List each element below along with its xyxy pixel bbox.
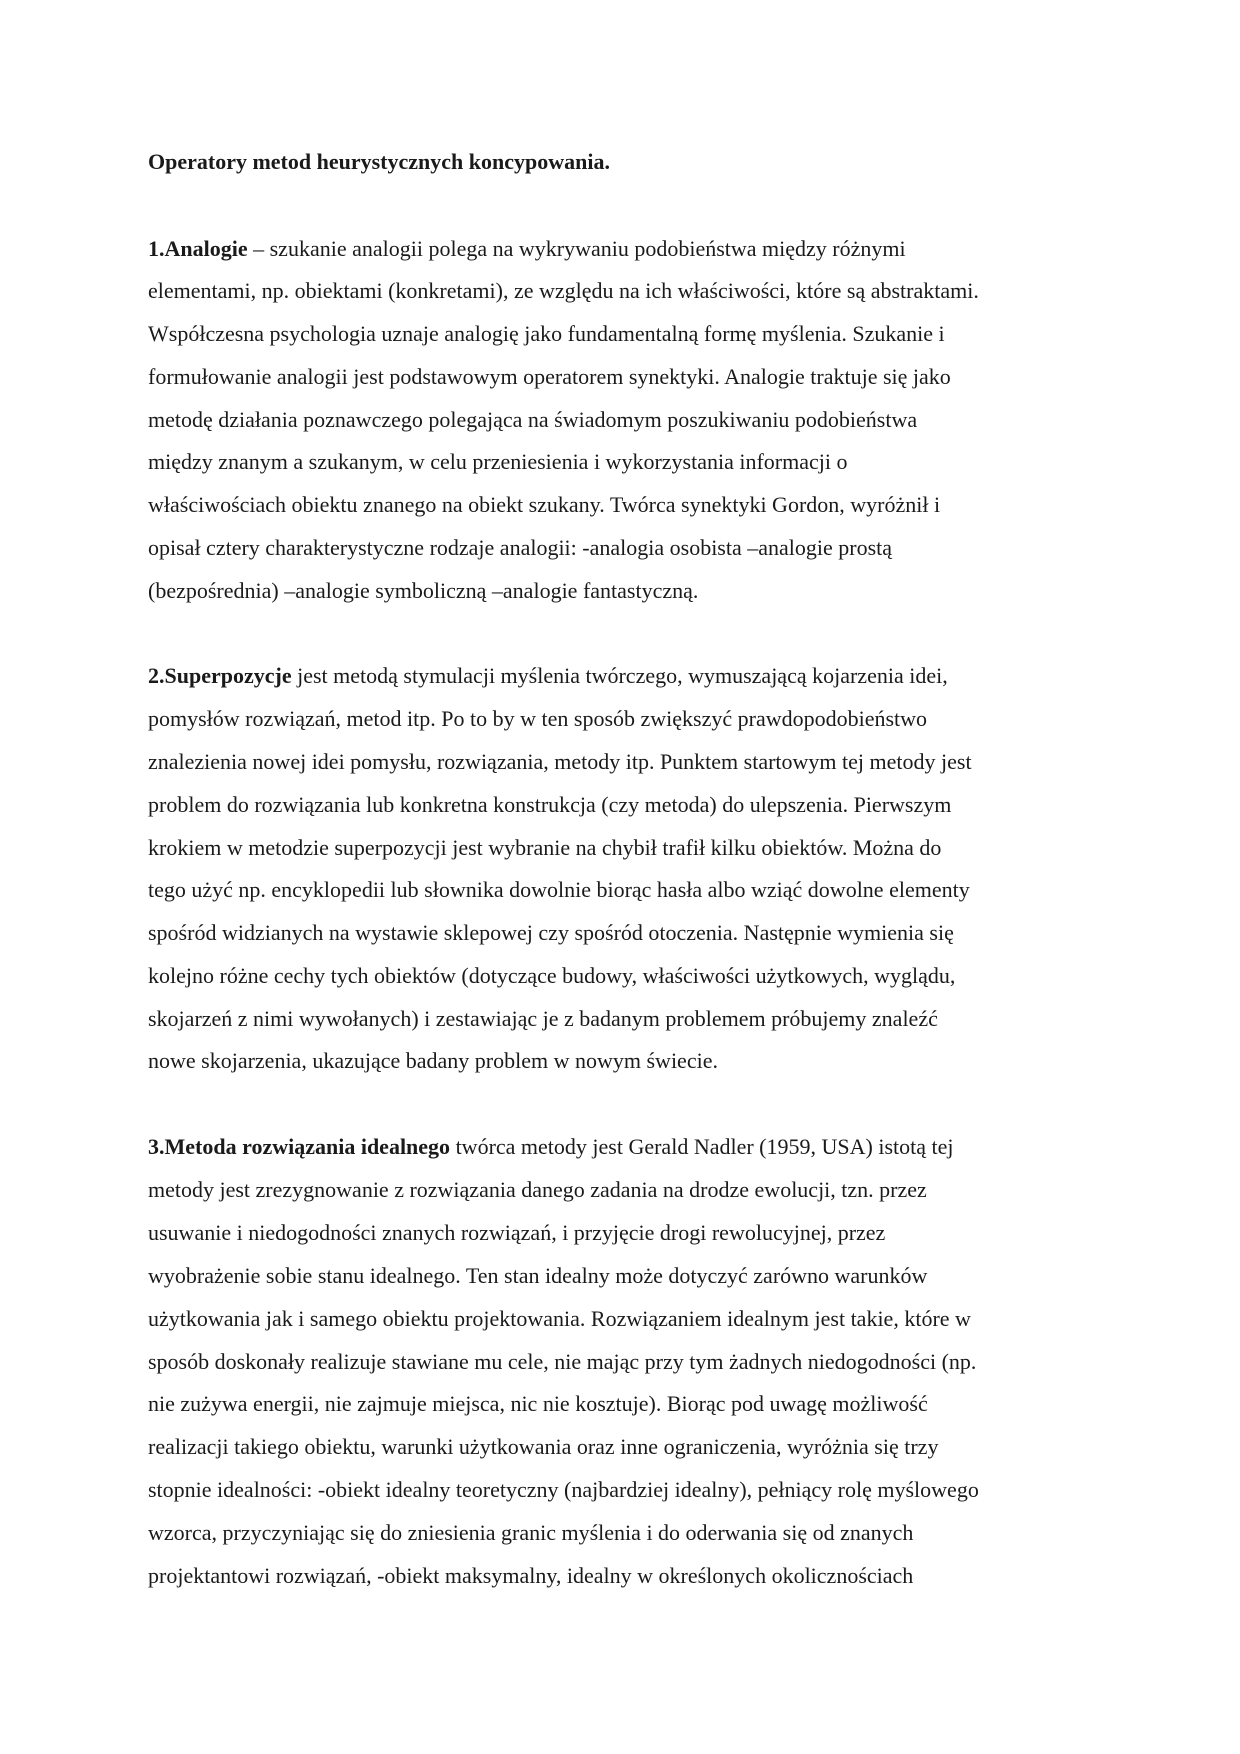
section-2-line-1: [148, 661, 948, 691]
section-2-line-6: tego użyć np. encyklopedii lub słownika dowolnie biorąc hasła albo wziąć dowolne elementy: [148, 877, 970, 902]
section-3-line-4: wyobrażenie sobie stanu idealnego. Ten stan idealny może dotyczyć zarówno warunków: [148, 1263, 928, 1288]
section-3-heading: 3.Metoda rozwiązania idealnego: [148, 1134, 451, 1159]
section-1-line-3: Współczesna psychologia uznaje analogię jako fundamentalną formę myślenia. Szukanie i: [148, 321, 945, 346]
section-2-line-5: krokiem w metodzie superpozycji jest wybranie na chybił trafił kilku obiektów. Można do: [148, 835, 942, 860]
section-3-line-3: usuwanie i niedogodności znanych rozwiązań, i przyjęcie drogi rewolucyjnej, przez: [148, 1220, 886, 1245]
section-3-text: twórca metody jest Gerald Nadler (1959, USA) istotą tej: [450, 1134, 954, 1159]
section-3-line-2: metody jest zrezygnowanie z rozwiązania danego zadania na drodze ewolucji, tzn. przez: [148, 1177, 927, 1202]
section-2-heading: 2.Superpozycje: [148, 663, 292, 688]
section-2-line-10: nowe skojarzenia, ukazujące badany problem w nowym świecie.: [148, 1048, 718, 1073]
section-3-line-10: wzorca, przyczyniając się do zniesienia granic myślenia i do oderwania się od znanych: [148, 1520, 914, 1545]
section-3-line-1: [148, 1132, 953, 1162]
section-2-line-3: znalezienia nowej idei pomysłu, rozwiązania, metody itp. Punktem startowym tej metody jest: [148, 749, 972, 774]
section-1-line-6: między znanym a szukanym, w celu przeniesienia i wykorzystania informacji o: [148, 449, 848, 474]
section-2-line-7: spośród widzianych na wystawie sklepowej czy spośród otoczenia. Następnie wymienia się: [148, 920, 954, 945]
section-3-line-5: użytkowania jak i samego obiektu projektowania. Rozwiązaniem idealnym jest takie, które w: [148, 1306, 971, 1331]
section-1-line-1: [148, 234, 906, 264]
section-3-line-7: nie zużywa energii, nie zajmuje miejsca, nic nie kosztuje). Biorąc pod uwagę możliwość: [148, 1391, 928, 1416]
section-2-line-2: pomysłów rozwiązań, metod itp. Po to by w ten sposób zwiększyć prawdopodobieństwo: [148, 706, 928, 731]
section-2-line-9: skojarzeń z nimi wywołanych) i zestawiając je z badanym problemem próbujemy znaleźć: [148, 1006, 938, 1031]
section-1-heading: 1.Analogie: [148, 236, 248, 261]
section-1-line-7: właściwościach obiektu znanego na obiekt szukany. Twórca synektyki Gordon, wyróżnił i: [148, 492, 941, 517]
section-2-line-4: problem do rozwiązania lub konkretna konstrukcja (czy metoda) do ulepszenia. Pierwszym: [148, 792, 952, 817]
section-3-line-9: stopnie idealności: -obiekt idealny teoretyczny (najbardziej idealny), pełniący rolę myślowego: [148, 1477, 979, 1502]
section-3-line-6: sposób doskonały realizuje stawiane mu cele, nie mając przy tym żadnych niedogodności (np.: [148, 1349, 977, 1374]
section-1-line-9: (bezpośrednia) –analogie symboliczną –analogie fantastyczną.: [148, 578, 699, 603]
document-title: Operatory metod heurystycznych koncypowania.: [148, 149, 610, 174]
section-3-line-8: realizacji takiego obiektu, warunki użytkowania oraz inne ograniczenia, wyróżnia się trzy: [148, 1434, 939, 1459]
section-2-line-8: kolejno różne cechy tych obiektów (dotyczące budowy, właściwości użytkowych, wyglądu,: [148, 963, 956, 988]
section-1-line-5: metodę działania poznawczego polegająca na świadomym poszukiwaniu podobieństwa: [148, 407, 918, 432]
section-2-text: jest metodą stymulacji myślenia twórczego, wymuszającą kojarzenia idei,: [291, 663, 948, 688]
section-1-text: – szukanie analogii polega na wykrywaniu podobieństwa między różnymi: [247, 236, 906, 261]
section-3-line-11: projektantowi rozwiązań, -obiekt maksymalny, idealny w określonych okolicznościach: [148, 1563, 914, 1588]
section-1-line-2: elementami, np. obiektami (konkretami), ze względu na ich właściwości, które są abstraktami.: [148, 278, 979, 303]
section-1-line-4: formułowanie analogii jest podstawowym operatorem synektyki. Analogie traktuje się jako: [148, 364, 951, 389]
section-1-line-8: opisał cztery charakterystyczne rodzaje analogii: -analogia osobista –analogie prostą: [148, 535, 893, 560]
